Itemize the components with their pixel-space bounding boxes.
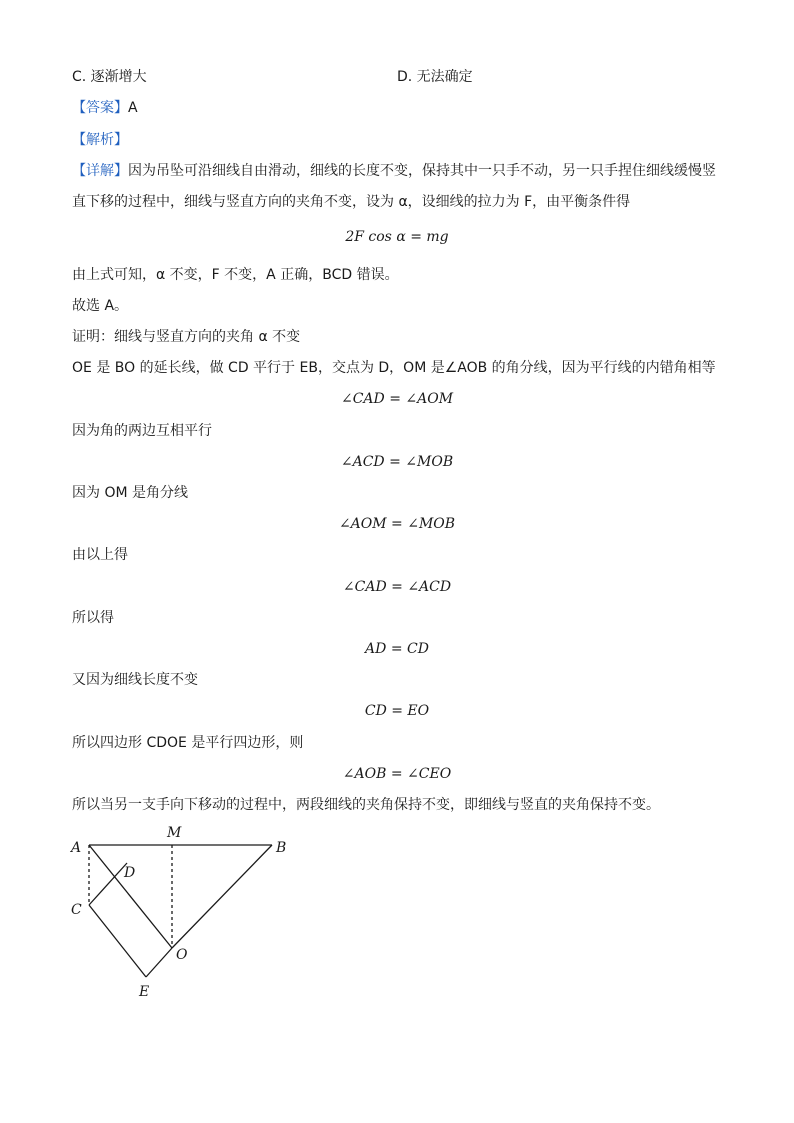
- detail-text-1: 因为吊坠可沿细线自由滑动，细线的长度不变，保持其中一只手不动，另一只手捏住细线缓慢竖: [128, 163, 716, 179]
- final-line: 所以当另一支手向下移动的过程中，两段细线的夹角保持不变，即细线与竖直的夹角保持不变。: [72, 797, 660, 813]
- label-e: E: [139, 984, 150, 1000]
- segment-oe: [146, 948, 172, 977]
- choose-line: 故选 A。: [72, 298, 129, 314]
- label-c: C: [71, 902, 82, 918]
- equation-4: ∠CAD = ∠ACD: [342, 579, 452, 595]
- answer-line: [72, 98, 138, 118]
- so-line: 所以得: [72, 610, 114, 626]
- equation-balance: 2F cos α = mg: [345, 229, 449, 245]
- option-d: D. 无法确定: [397, 69, 473, 85]
- label-o: O: [176, 947, 188, 963]
- segment-ce: [89, 905, 146, 977]
- option-c: C. 逐渐增大: [72, 69, 147, 85]
- segment-bo: [172, 845, 272, 948]
- detail-line-1: [72, 161, 716, 181]
- parallelogram-line: 所以四边形 CDOE 是平行四边形，则: [72, 735, 304, 751]
- label-m: M: [167, 825, 182, 841]
- equation-2: ∠ACD = ∠MOB: [340, 454, 454, 470]
- equation-6: CD = EO: [364, 703, 430, 719]
- parallel-line: 因为角的两边互相平行: [72, 423, 212, 439]
- equation-3: ∠AOM = ∠MOB: [338, 516, 456, 532]
- geometry-figure: [60, 820, 310, 1010]
- length-line: 又因为细线长度不变: [72, 672, 198, 688]
- answer-value: A: [128, 100, 138, 116]
- detail-tag: 【详解】: [72, 163, 128, 179]
- equation-7: ∠AOB = ∠CEO: [342, 766, 452, 782]
- oe-line: OE 是 BO 的延长线，做 CD 平行于 EB，交点为 D，OM 是∠AOB 的角分线，因为平行线的内错角相等: [72, 360, 716, 376]
- bisector-line: 因为 OM 是角分线: [72, 485, 188, 501]
- label-d: D: [124, 865, 136, 881]
- segment-ao: [89, 845, 172, 948]
- proof-line: 证明：细线与竖直方向的夹角 α 不变: [72, 329, 301, 345]
- detail-line-2: 直下移的过程中，细线与竖直方向的夹角不变，设为 α，设细线的拉力为 F，由平衡条件得: [72, 194, 631, 210]
- from-above-line: 由以上得: [72, 547, 128, 563]
- label-a: A: [71, 840, 82, 856]
- equation-5: AD = CD: [365, 641, 429, 657]
- equation-1: ∠CAD = ∠AOM: [340, 391, 454, 407]
- label-b: B: [276, 840, 287, 856]
- answer-tag: 【答案】: [72, 100, 128, 116]
- conclusion-line: 由上式可知，α 不变，F 不变，A 正确，BCD 错误。: [72, 267, 399, 283]
- analysis-tag: 【解析】: [72, 132, 128, 148]
